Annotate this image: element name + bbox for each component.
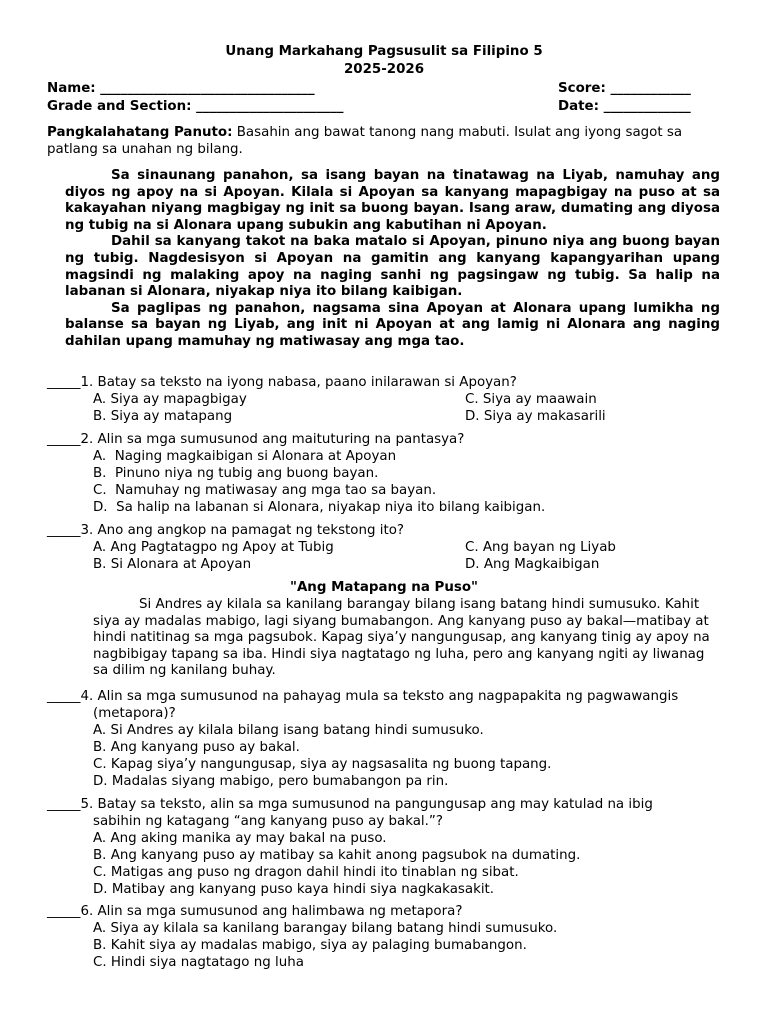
question-5-stem-cont: sabihin ng katagang “ang kanyang puso ay bakal.”? (93, 814, 443, 829)
instructions-text: Basahin ang bawat tanong nang mabuti. Isulat ang iyong sagot sa patlang sa unahan ng bilang. (47, 125, 683, 157)
question-2-choice-b: B. Pinuno niya ng tubig ang buong bayan. (93, 466, 379, 481)
question-1-choice-a: A. Siya ay mapagbigay (93, 392, 247, 407)
question-1-choice-d: D. Siya ay makasarili (465, 409, 606, 424)
question-6-choice-c: C. Hindi siya nagtatago ng luha (93, 955, 304, 970)
question-4-stem: _____4. Alin sa mga sumusunod na pahayag mula sa teksto ang nagpapakita ng pagwawangis (47, 689, 679, 704)
question-4-choice-c: C. Kapag siya’y nangungusap, siya ay nagsasalita ng buong tapang. (93, 757, 552, 772)
question-3-choice-c: C. Ang bayan ng Liyab (465, 540, 616, 555)
question-2-choice-d: D. Sa halip na labanan si Alonara, niyakap niya ito bilang kaibigan. (93, 500, 546, 515)
school-year: 2025-2026 (343, 62, 425, 77)
grade-section-field[interactable]: Grade and Section: ______________________ (47, 99, 344, 114)
question-5-choice-a: A. Ang aking manika ay may bakal na puso. (93, 831, 387, 846)
passage-1-paragraph: Sa sinaunang panahon, sa isang bayan na tinatawag na Liyab, namuhay ang diyos ng apoy na si Apoyan. Kilala si Apoyan sa kanyang mapagbigay na puso at sa kakayahan niyang magbigay ng init sa buong bayan. Isang araw, dumating ang diyosa ng tubig na si Alonara upang subukin ang kabutihan ni Apoyan. (65, 168, 720, 233)
question-3-choice-b: B. Si Alonara at Apoyan (93, 557, 252, 572)
question-4-choice-d: D. Madalas siyang mabigo, pero bumabangon pa rin. (93, 774, 449, 789)
question-4-stem-cont: (metapora)? (93, 706, 176, 721)
question-5-choice-c: C. Matigas ang puso ng dragon dahil hindi ito tinablan ng sibat. (93, 865, 519, 880)
question-1-choice-b: B. Siya ay matapang (93, 409, 233, 424)
passage-1-paragraph: Sa paglipas ng panahon, nagsama sina Apoyan at Alonara upang lumikha ng balanse sa bayan ng Liyab, ang init ni Apoyan at ang lamig ni Alonara ang naging dahilan upang mamuhay ng matiwasay ang mga tao. (65, 300, 720, 349)
general-instructions (47, 125, 722, 158)
question-4-choice-b: B. Ang kanyang puso ay bakal. (93, 740, 300, 755)
question-4-choice-a: A. Si Andres ay kilala bilang isang batang hindi sumusuko. (93, 723, 484, 738)
question-2-choice-a: A. Naging magkaibigan si Alonara at Apoyan (93, 449, 397, 464)
question-3-choice-d: D. Ang Magkaibigan (465, 557, 600, 572)
question-2-stem: _____2. Alin sa mga sumusunod ang maituturing na pantasya? (47, 432, 465, 447)
name-field[interactable]: Name: ________________________________ (47, 81, 315, 96)
exam-title: Unang Markahang Pagsusulit sa Filipino 5 (225, 44, 543, 59)
question-6-choice-a: A. Siya ay kilala sa kanilang barangay bilang batang hindi sumusuko. (93, 921, 558, 936)
reading-passage-1 (65, 168, 720, 351)
question-2-choice-c: C. Namuhay ng matiwasay ang mga tao sa bayan. (93, 483, 437, 498)
reading-passage-2 (93, 597, 713, 680)
passage-1-paragraph: Dahil sa kanyang takot na baka matalo si Apoyan, pinuno niya ang buong bayan ng tubig. Nagdesisyon si Apoyan na gamitin ang kanyang kapangyarihan upang magsindi ng malaking apoy na naging sanhi ng pagsingaw ng tubig. Sa halip na labanan si Alonara, niyakap niya ito bilang kaibigan. (65, 234, 720, 300)
question-1-choice-c: C. Siya ay maawain (465, 392, 597, 407)
question-5-choice-b: B. Ang kanyang puso ay matibay sa kahit anong pagsubok na dumating. (93, 848, 581, 863)
passage-2-paragraph: Si Andres ay kilala sa kanilang barangay bilang isang batang hindi sumusuko. Kahit siya ay madalas mabigo, lagi siyang bumabangon. Ang kanyang puso ay bakal—matibay at hindi natitinag sa mga pagsubok. Kapag siya’y nangungusap, ang kanyang tinig ay apoy na nagbibigay tapang sa iba. Hindi siya nagtatago ng luha, pero ang kanyang ngiti ay liwanag sa dilim ng kanilang buhay. (93, 597, 710, 679)
question-3-choice-a: A. Ang Pagtatagpo ng Apoy at Tubig (93, 540, 334, 555)
passage-2-title: "Ang Matapang na Puso" (289, 580, 479, 595)
question-5-choice-d: D. Matibay ang kanyang puso kaya hindi siya nagkakasakit. (93, 882, 495, 897)
question-6-choice-b: B. Kahit siya ay madalas mabigo, siya ay palaging bumabangon. (93, 938, 527, 953)
instructions-label: Pangkalahatang Panuto: (47, 125, 233, 140)
score-field[interactable]: Score: ____________ (558, 81, 691, 96)
question-5-stem: _____5. Batay sa teksto, alin sa mga sumusunod na pangungusap ang may katulad na ibig (47, 797, 653, 812)
date-field[interactable]: Date: _____________ (558, 99, 691, 114)
question-6-stem: _____6. Alin sa mga sumusunod ang halimbawa ng metapora? (47, 904, 463, 919)
question-1-stem: _____1. Batay sa teksto na iyong nabasa, paano inilarawan si Apoyan? (47, 375, 517, 390)
question-3-stem: _____3. Ano ang angkop na pamagat ng tekstong ito? (47, 523, 405, 538)
